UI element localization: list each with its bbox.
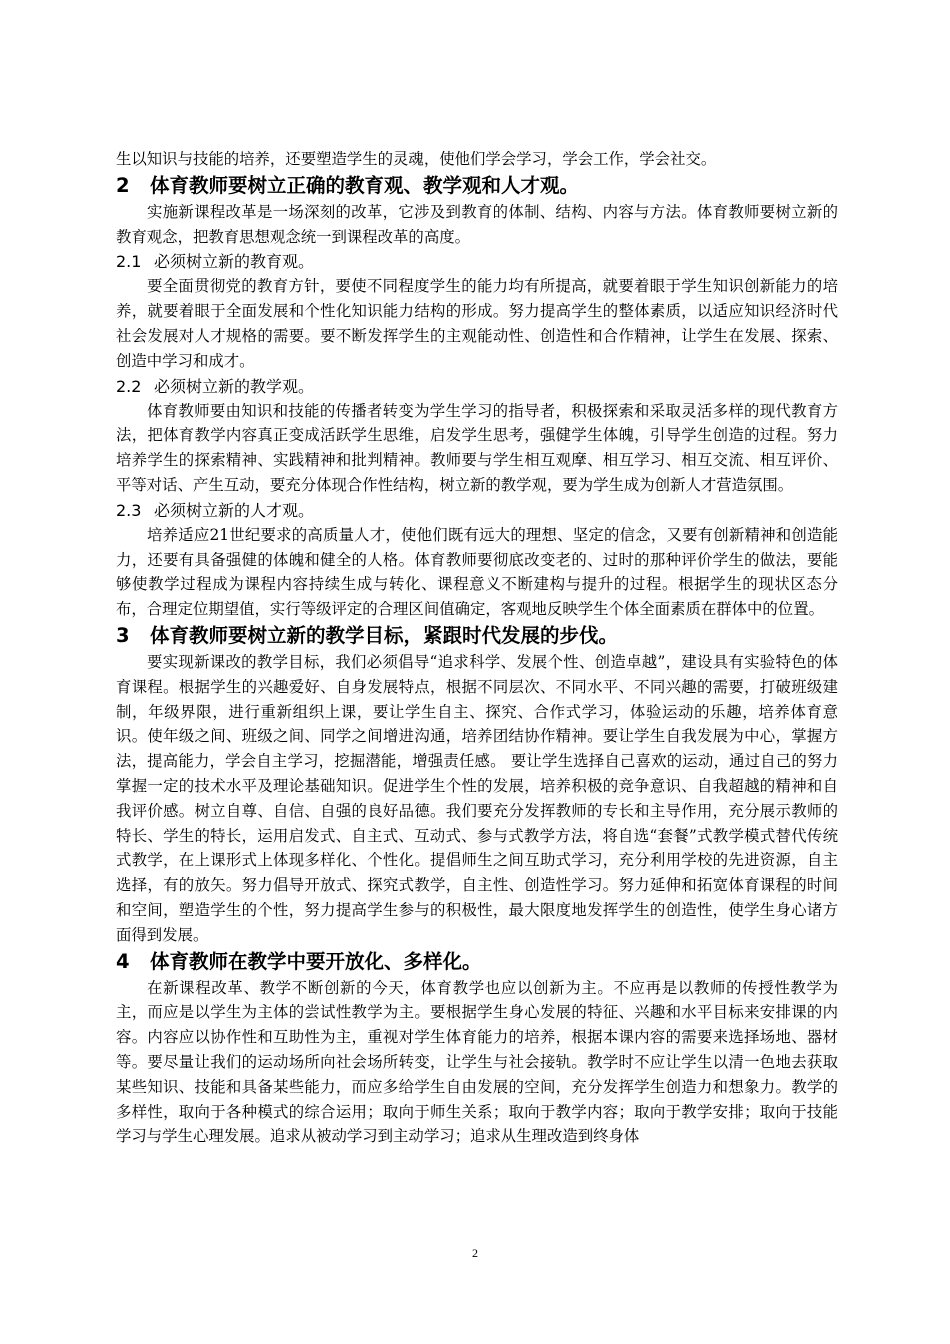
section-2-number: 2	[116, 173, 130, 197]
section-2-title: 体育教师要树立正确的教育观、教学观和人才观。	[150, 173, 580, 197]
subsection-2-3-title: 必须树立新的人才观。	[154, 500, 315, 520]
page-body	[116, 147, 838, 1149]
section-3-number: 3	[116, 623, 130, 647]
section-3-paragraph: 要实现新课改的教学目标，我们必须倡导“追求科学、发展个性、创造卓越”，建设具有实验特色的体育课程。根据学生的兴趣爱好、自身发展特点，根据不同层次、不同水平、不同兴趣的需要，打破班级建制，年级界限，进行重新组织上课，要让学生自主、探究、合作式学习，体验运动的乐趣，培养体育意识。使年级之间、班级之间、同学之间增进沟通，培养团结协作精神。要让学生自我发展为中心，掌握方法，提高能力，学会自主学习，挖掘潜能，增强责任感。 要让学生选择自己喜欢的运动，通过自己的努力掌握一定的技术水平及理论基础知识。促进学生个性的发展，培养积极的竞争意识、自我超越的精神和自我评价感。树立自尊、自信、自强的良好品德。我们要充分发挥教师的专长和主导作用，充分展示教师的特长、学生的特长，运用启发式、自主式、互动式、参与式教学方法，将自选“套餐”式教学模式替代传统式教学，在上课形式上体现多样化、个性化。提倡师生之间互助式学习，充分利用学校的先进资源，自主选择，有的放矢。努力倡导开放式、探究式教学，自主性、创造性学习。努力延伸和拓宽体育课程的时间和空间，塑造学生的个性，努力提高学生参与的积极性，最大限度地发挥学生的创造性，使学生身心诸方面得到发展。	[116, 652, 838, 944]
section-4-paragraph: 在新课程改革、教学不断创新的今天，体育教学也应以创新为主。不应再是以教师的传授性教学为主，而应是以学生为主体的尝试性教学为主。要根据学生身心发展的特征、兴趣和水平目标来安排课的内容。内容应以协作性和互助性为主，重视对学生体育能力的培养，根据本课内容的需要来选择场地、器材等。要尽量让我们的运动场所向社会场所转变，让学生与社会接轨。教学时不应让学生以清一色地去获取某些知识、技能和具备某些能力，而应多给学生自由发展的空间，充分发挥学生创造力和想象力。教学的多样性，取向于各种模式的综合运用；取向于师生关系；取向于教学内容；取向于教学安排；取向于技能学习与学生心理发展。追求从被动学习到主动学习；追求从生理改造到终身体	[116, 978, 838, 1146]
page-number: 2	[472, 1246, 478, 1260]
subsection-2-3-number: 2.3	[116, 500, 142, 520]
subsection-2-2-paragraph: 体育教师要由知识和技能的传播者转变为学生学习的指导者，积极探索和采取灵活多样的现代教育方法，把体育教学内容真正变成活跃学生思维，启发学生思考，强健学生体魄，引导学生创造的过程。努力培养学生的探索精神、实践精神和批判精神。教师要与学生相互观摩、相互学习、相互交流、相互评价、平等对话、产生互动，要充分体现合作性结构，树立新的教学观，要为学生成为创新人才营造氛围。	[116, 401, 838, 494]
intro-line: 生以知识与技能的培养，还要塑造学生的灵魂，使他们学会学习，学会工作，学会社交。	[116, 150, 717, 168]
section-2-paragraph: 实施新课程改革是一场深刻的改革，它涉及到教育的体制、结构、内容与方法。体育教师要树立新的教育观念，把教育思想观念统一到课程改革的高度。	[116, 202, 838, 246]
subsection-2-1-number: 2.1	[116, 252, 142, 272]
subsection-2-1-paragraph: 要全面贯彻党的教育方针，要使不同程度学生的能力均有所提高，就要着眼于学生知识创新能力的培养，就要着眼于全面发展和个性化知识能力结构的形成。努力提高学生的整体素质，以适应知识经济时代社会发展对人才规格的需要。要不断发挥学生的主观能动性、创造性和合作精神，让学生在发展、探索、创造中学习和成才。	[116, 277, 838, 370]
section-4-title: 体育教师在教学中要开放化、多样化。	[150, 949, 482, 973]
subsection-2-2-heading	[116, 374, 838, 399]
section-2-heading	[116, 172, 838, 200]
subsection-2-1-heading	[116, 249, 838, 274]
section-4-number: 4	[116, 949, 130, 973]
subsection-2-3-heading	[116, 498, 838, 523]
section-3-title: 体育教师要树立新的教学目标，紧跟时代发展的步伐。	[150, 623, 619, 647]
subsection-2-2-title: 必须树立新的教学观。	[154, 376, 315, 396]
subsection-2-1-title: 必须树立新的教育观。	[154, 252, 315, 272]
section-4-heading	[116, 948, 838, 976]
subsection-2-3-paragraph: 培养适应21世纪要求的高质量人才，使他们既有远大的理想、坚定的信念，又要有创新精神和创造能力，还要有具备强健的体魄和健全的人格。体育教师要彻底改变老的、过时的那种评价学生的做法，要能够使教学过程成为课程内容持续生成与转化、课程意义不断建构与提升的过程。根据学生的现状区态分布，合理定位期望值，实行等级评定的合理区间值确定，客观地反映学生个体全面素质在群体中的位置。	[116, 525, 838, 619]
section-3-heading	[116, 622, 838, 650]
subsection-2-2-number: 2.2	[116, 376, 142, 396]
